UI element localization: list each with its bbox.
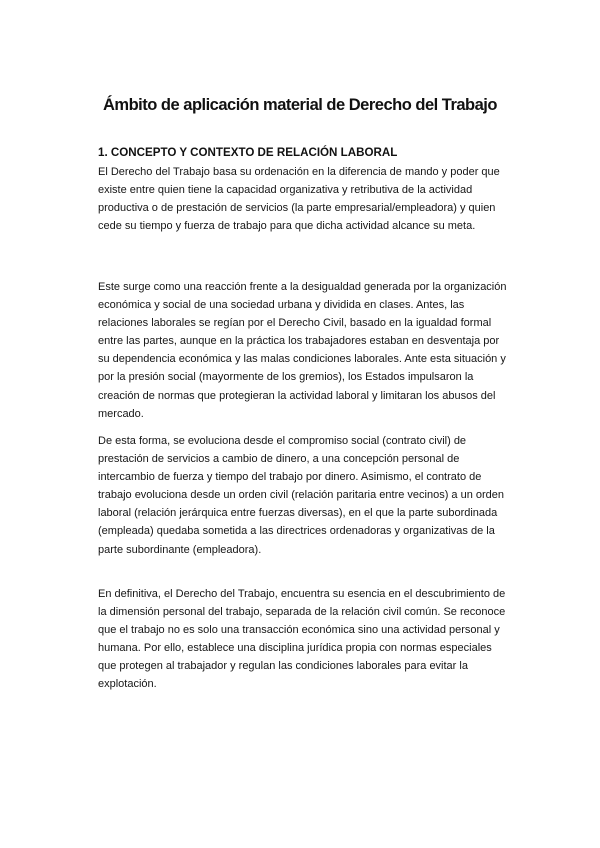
section-heading: 1. CONCEPTO Y CONTEXTO DE RELACIÓN LABORAL [98,146,398,159]
paragraph-1: El Derecho del Trabajo basa su ordenación en la diferencia de mando y poder que existe entre quien tiene la capacidad organizativa y retributiva de la actividad productiva o de prestación de servicios (la parte empresarial/empleadora) y quien cede su tiempo y fuerza de trabajo para que dicha actividad alcance su meta. [98,166,500,233]
paragraph-4: En definitiva, el Derecho del Trabajo, encuentra su esencia en el descubrimiento de la dimensión personal del trabajo, separada de la relación civil común. Se reconoce que el trabajo no es solo una transacción económica sino una actividad personal y humana. Por ello, establece una disciplina jurídica propia con normas especiales que protegen al trabajador y regulan las condiciones laborales para evitar la explotación. [98,588,506,691]
paragraph-3: De esta forma, se evoluciona desde el compromiso social (contrato civil) de prestación de servicios a cambio de dinero, a una concepción personal de intercambio de fuerza y tiempo del trabajo por dinero. Asimismo, el contrato de trabajo evoluciona desde un orden civil (relación paritaria entre vecinos) a un orden laboral (relación jerárquica entre fuerzas diversas), en el que la parte subordinada (empleada) quedaba sometida a las directrices ordenadoras y organizativas de la parte subordinante (empleadora). [98,435,505,556]
paragraph-2: Este surge como una reacción frente a la desigualdad generada por la organización económica y social de una sociedad urbana y dividida en clases. Antes, las relaciones laborales se regían por el Derecho Civil, basado en la igualdad formal entre las partes, aunque en la práctica los trabajadores estaban en desventaja por su dependencia económica y las malas condiciones laborales. Ante esta situación y por la presión social (mayormente de los gremios), los Estados impulsaron la creación de normas que protegieran la actividad laboral y limitaran los abusos del mercado. [98,281,507,420]
document-title: Ámbito de aplicación material de Derecho del Trabajo [103,96,497,114]
